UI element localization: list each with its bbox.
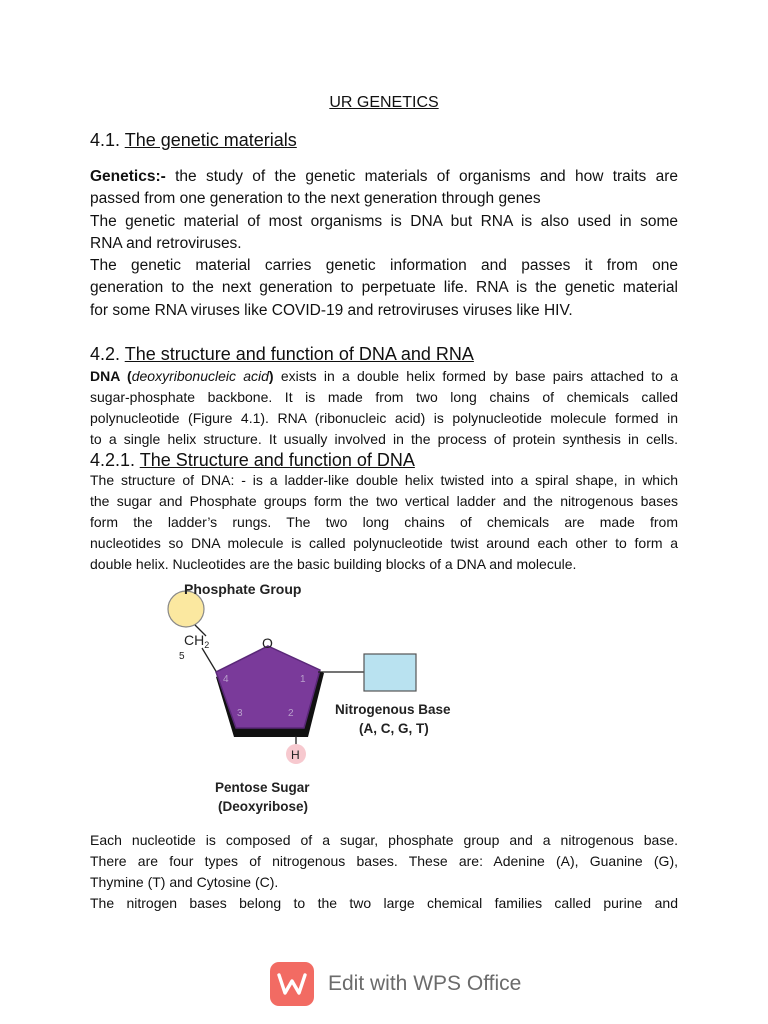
text-line: The genetic material of most organisms is DNA but RNA is also used in some	[90, 212, 678, 230]
text-line: Thymine (T) and Cytosine (C).	[90, 874, 279, 890]
phosphate-label: Phosphate Group	[184, 581, 302, 597]
carbon-2-label: 2	[288, 708, 294, 719]
document-title: UR GENETICS	[329, 94, 439, 111]
oxygen-label: O	[262, 635, 273, 651]
dna-italic: deoxyribonucleic acid	[131, 368, 269, 384]
text-line: Each nucleotide is composed of a sugar, phosphate group and a nitrogenous base.	[90, 832, 678, 848]
text-line: The nitrogen bases belong to the two large chemical families called purine and	[90, 895, 678, 911]
deoxyribose-pentagon	[216, 646, 320, 728]
sugar-label: Pentose Sugar	[215, 780, 310, 795]
section-4-2-1-body	[90, 470, 678, 575]
base-label: Nitrogenous Base	[335, 702, 451, 717]
dna-label: DNA (	[90, 368, 132, 384]
text-line: The genetic material carries genetic information and passes it from one	[90, 257, 678, 275]
text-line: to a single helix structure. It usually involved in the process of protein synthesis in cells.	[90, 431, 678, 447]
section-4-1-heading	[90, 130, 297, 151]
nucleotide-description	[90, 830, 678, 914]
ch2-label: $CH_2$	[184, 632, 210, 650]
hydrogen-label: H	[291, 748, 300, 762]
section-title: The structure and function of DNA and RNA	[124, 344, 474, 364]
text-line: polynucleotide (Figure 4.1). RNA (ribonucleic acid) is polynucleotide molecule formed in	[90, 410, 678, 426]
text-line: exists in a double helix formed by base pairs attached to a	[273, 368, 678, 384]
section-number: 4.1.	[90, 130, 125, 150]
carbon-4-label: 4	[223, 674, 229, 685]
text-line: generation to the next generation to perpetuate life. RNA is the genetic material	[90, 279, 678, 297]
term-genetics: Genetics:-	[90, 168, 166, 185]
section-4-2-1-heading	[90, 450, 415, 471]
text-line: The structure of DNA: - is a ladder-like double helix twisted into a spiral shape, in which	[90, 472, 678, 488]
wps-watermark[interactable]	[270, 962, 530, 1008]
text-line: double helix. Nucleotides are the basic building blocks of a DNA and molecule.	[90, 556, 577, 572]
nucleotide-diagram	[160, 576, 480, 816]
section-number: 4.2.1.	[90, 450, 140, 470]
text-line: for some RNA viruses like COVID-19 and retroviruses viruses like HIV.	[90, 301, 573, 319]
section-4-2-body	[90, 366, 678, 450]
text-line: the study of the genetic materials of organisms and how traits are	[165, 168, 678, 185]
section-number: 4.2.	[90, 344, 125, 364]
text-line: form the ladder’s rungs. The two long chains of chemicals are made from	[90, 514, 678, 530]
base-sublabel: (A, C, G, T)	[359, 721, 429, 736]
text-line: sugar-phosphate backbone. It is made from two long chains of chemicals called	[90, 389, 678, 405]
text-line: nucleotides so DNA molecule is called polynucleotide twist around each other to form a	[90, 535, 678, 551]
section-title: The genetic materials	[124, 130, 297, 150]
section-4-2-heading	[90, 344, 474, 365]
carbon-3-label: 3	[237, 708, 243, 719]
text-line: passed from one generation to the next generation through genes	[90, 190, 541, 208]
wps-watermark-text: Edit with WPS Office	[328, 972, 522, 995]
section-4-1-body	[90, 166, 678, 322]
nitrogenous-base-box	[364, 654, 416, 691]
wps-logo-icon	[270, 962, 314, 1006]
text-line: the sugar and Phosphate groups form the two vertical ladder and the nitrogenous bases	[90, 493, 678, 509]
text-line: RNA and retroviruses.	[90, 234, 242, 252]
carbon-1-label: 1	[300, 674, 306, 685]
dna-close: )	[268, 368, 274, 384]
sugar-sublabel: (Deoxyribose)	[218, 799, 309, 814]
carbon-5-label: 5	[179, 651, 185, 662]
section-title: The Structure and function of DNA	[139, 450, 415, 470]
text-line: There are four types of nitrogenous bases. These are: Adenine (A), Guanine (G),	[90, 853, 678, 869]
